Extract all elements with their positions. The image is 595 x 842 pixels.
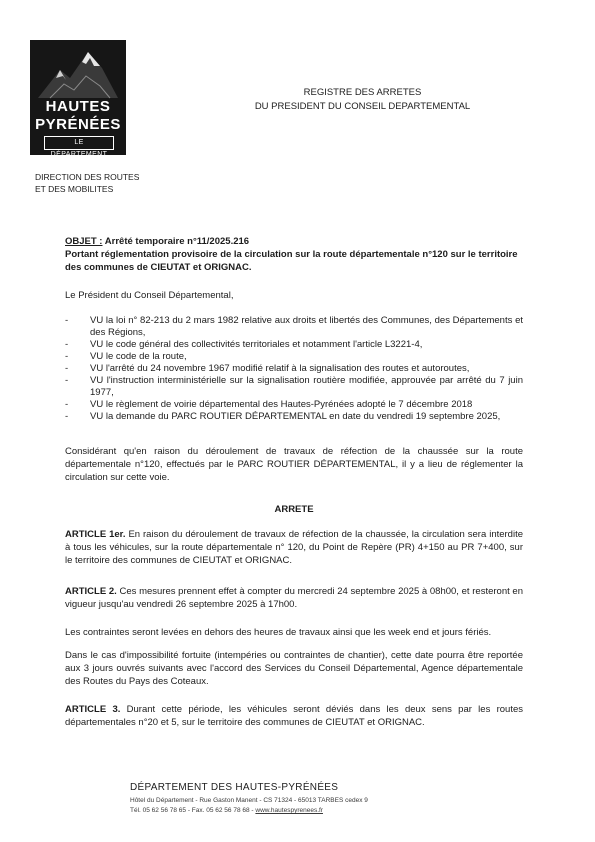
vu-item: - VU la demande du PARC ROUTIER DÉPARTEMENTAL en date du vendredi 19 septembre 2025, (65, 411, 501, 422)
vu-list (65, 315, 523, 423)
logo-text-hautes: HAUTES (45, 98, 111, 115)
footer-website-link[interactable]: www.hautespyrenees.fr (255, 807, 323, 814)
registre-line-1: REGISTRE DES ARRETES (303, 87, 422, 98)
objet-label: OBJET : (65, 236, 103, 247)
contraintes-paragraph: Les contraintes seront levées en dehors des heures de travaux ainsi que les week end et jours fériés. (65, 627, 492, 638)
article-3 (65, 703, 523, 729)
logo-text-pyrenees: PYRÉNÉES (35, 116, 121, 133)
footer-department: DÉPARTEMENT DES HAUTES-PYRÉNÉES (130, 782, 339, 793)
mountain-icon (30, 40, 126, 100)
registre-line-2: DU PRESIDENT DU CONSEIL DEPARTEMENTAL (254, 101, 471, 112)
considerant-paragraph: Considérant qu'en raison du déroulement de travaux de réfection de la chaussée sur la route départementale n°120, effectués par le PARC ROUTIER DÉPARTEMENTAL, il y a lieu de réglementer la circulation sur cette voie. (65, 446, 523, 483)
footer (130, 782, 530, 816)
article-2-text: Ces mesures prennent effet à compter du mercredi 24 septembre 2025 à 08h00, et resteront en vigueur jusqu'au vendredi 26 septembre 2025 à 17h00. (65, 586, 523, 610)
vu-item: - VU la loi n° 82-213 du 2 mars 1982 relative aux droits et libertés des Communes, des Départements et des Régions, (65, 315, 523, 338)
arrete-title: ARRETE (274, 504, 314, 515)
footer-address: Hôtel du Département - Rue Gaston Manent - CS 71324 - 65013 TARBES cedex 9 (130, 797, 368, 804)
footer-tel: Tél. 05 62 56 78 65 - Fax. 05 62 56 78 68 - (130, 807, 254, 814)
department-logo (30, 40, 126, 158)
article-3-text: Durant cette période, les véhicules seront déviés dans les deux sens par les routes départementales n°20 et 5, sur le territoire des communes de CIEUTAT et ORIGNAC. (65, 704, 523, 728)
footer-contact (130, 806, 530, 816)
article-3-label: ARTICLE 3. (65, 704, 121, 715)
vu-item: - VU le règlement de voirie départemental des Hautes-Pyrénées adopté le 7 décembre 2018 (65, 399, 473, 410)
impossibilite-paragraph: Dans le cas d'impossibilité fortuite (intempéries ou contraintes de chantier), cette date pourra être reportée aux 3 jours ouvrés suivants avec l'accord des Services du Conseil Départemental, Agence départementale des Routes du Pays des Coteaux. (65, 650, 523, 687)
article-1-label: ARTICLE 1er. (65, 529, 126, 540)
president-line: Le Président du Conseil Départemental, (65, 290, 234, 301)
direction-line-2: ET DES MOBILITES (35, 184, 114, 194)
logo-text-departement: LE DÉPARTEMENT (44, 136, 114, 150)
article-2-label: ARTICLE 2. (65, 586, 117, 597)
objet-text: Portant réglementation provisoire de la circulation sur la route départementale n°120 sur le territoire des communes de CIEUTAT et ORIGNAC. (65, 249, 518, 273)
article-2 (65, 585, 523, 611)
article-1-text: En raison du déroulement de travaux de réfection de la chaussée, la circulation sera interdite à tous les véhicules, sur la route départementale n° 120, du Point de Repère (PR) 4+150 au PR 7+400, sur le territoire des communes de CIEUTAT et ORIGNAC. (65, 529, 524, 566)
vu-item: - VU le code général des collectivités territoriales et notamment l'article L3221-4, (65, 339, 423, 350)
objet-number: Arrêté temporaire n°11/2025.216 (104, 236, 250, 247)
direction-label (35, 171, 195, 195)
registre-header (240, 86, 485, 114)
article-1 (65, 528, 523, 567)
objet-section (65, 235, 523, 274)
vu-item: - VU l'instruction interministérielle sur la signalisation routière modifiée, approuvée par arrêté du 7 juin 1977, (65, 375, 523, 398)
vu-item: - VU le code de la route, (65, 351, 187, 362)
direction-line-1: DIRECTION DES ROUTES (35, 172, 140, 182)
vu-item: - VU l'arrêté du 24 novembre 1967 modifié relatif à la signalisation des routes et autoroutes, (65, 363, 470, 374)
